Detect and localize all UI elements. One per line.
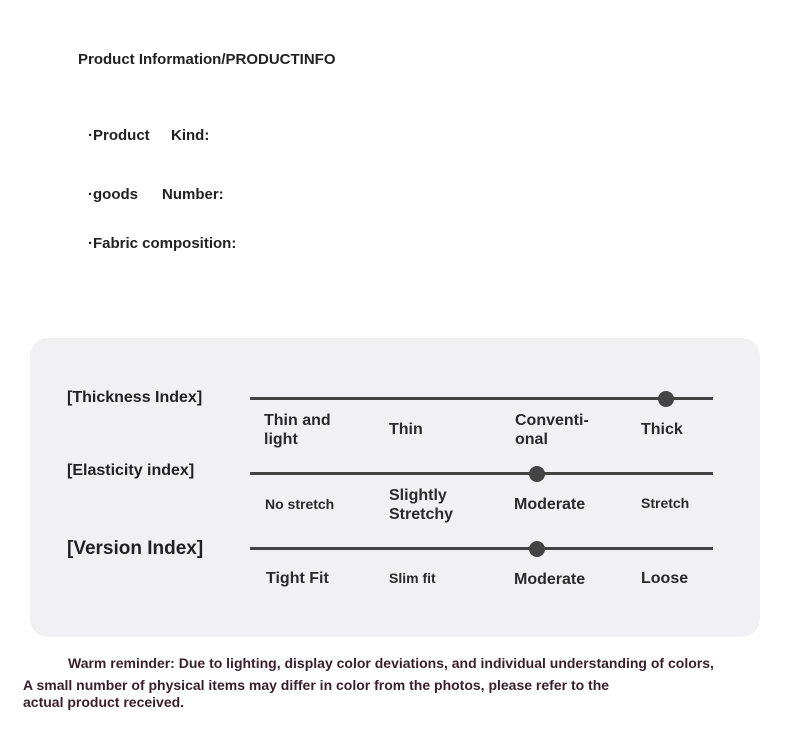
version-index-label: [Version Index] (67, 538, 204, 559)
elasticity-option-no-stretch: No stretch (265, 496, 335, 512)
elasticity-indicator-dot (529, 466, 545, 482)
version-scale-line (250, 547, 713, 550)
kind-label: Kind: (171, 127, 210, 144)
number-label: Number: (162, 186, 224, 203)
product-bullet-label: ·Product (88, 127, 150, 144)
thickness-option-conventional: Conventi-onal (515, 412, 589, 448)
elasticity-option-moderate: Moderate (514, 496, 586, 513)
page-title: Product Information/PRODUCTINFO (78, 51, 336, 68)
goods-bullet-label: ·goods (88, 186, 138, 203)
reminder-line-2: A small number of physical items may differ in color from the photos, please refer to the (23, 677, 610, 693)
version-option-slim-fit: Slim fit (389, 570, 436, 586)
thickness-option-thin: Thin (389, 421, 423, 438)
thickness-option-thick: Thick (641, 421, 683, 438)
elasticity-option-slightly-stretchy: Slightly Stretchy (389, 487, 454, 523)
reminder-line-3: actual product received. (23, 694, 185, 710)
version-option-loose: Loose (641, 570, 689, 587)
version-option-tight-fit: Tight Fit (266, 570, 329, 587)
thickness-option-thin-and-light: Thin and light (264, 412, 331, 448)
thickness-scale-line (250, 397, 713, 400)
fabric-composition-label: ·Fabric composition: (88, 235, 237, 252)
version-option-moderate: Moderate (514, 571, 586, 588)
elasticity-index-label: [Elasticity index] (67, 462, 195, 479)
thickness-index-label: [Thickness Index] (67, 389, 203, 406)
elasticity-scale-line (250, 472, 713, 475)
elasticity-option-stretch: Stretch (641, 495, 690, 511)
thickness-indicator-dot (658, 391, 674, 407)
reminder-line-1: Warm reminder: Due to lighting, display color deviations, and individual understanding of colors, (68, 655, 714, 671)
version-indicator-dot (529, 541, 545, 557)
